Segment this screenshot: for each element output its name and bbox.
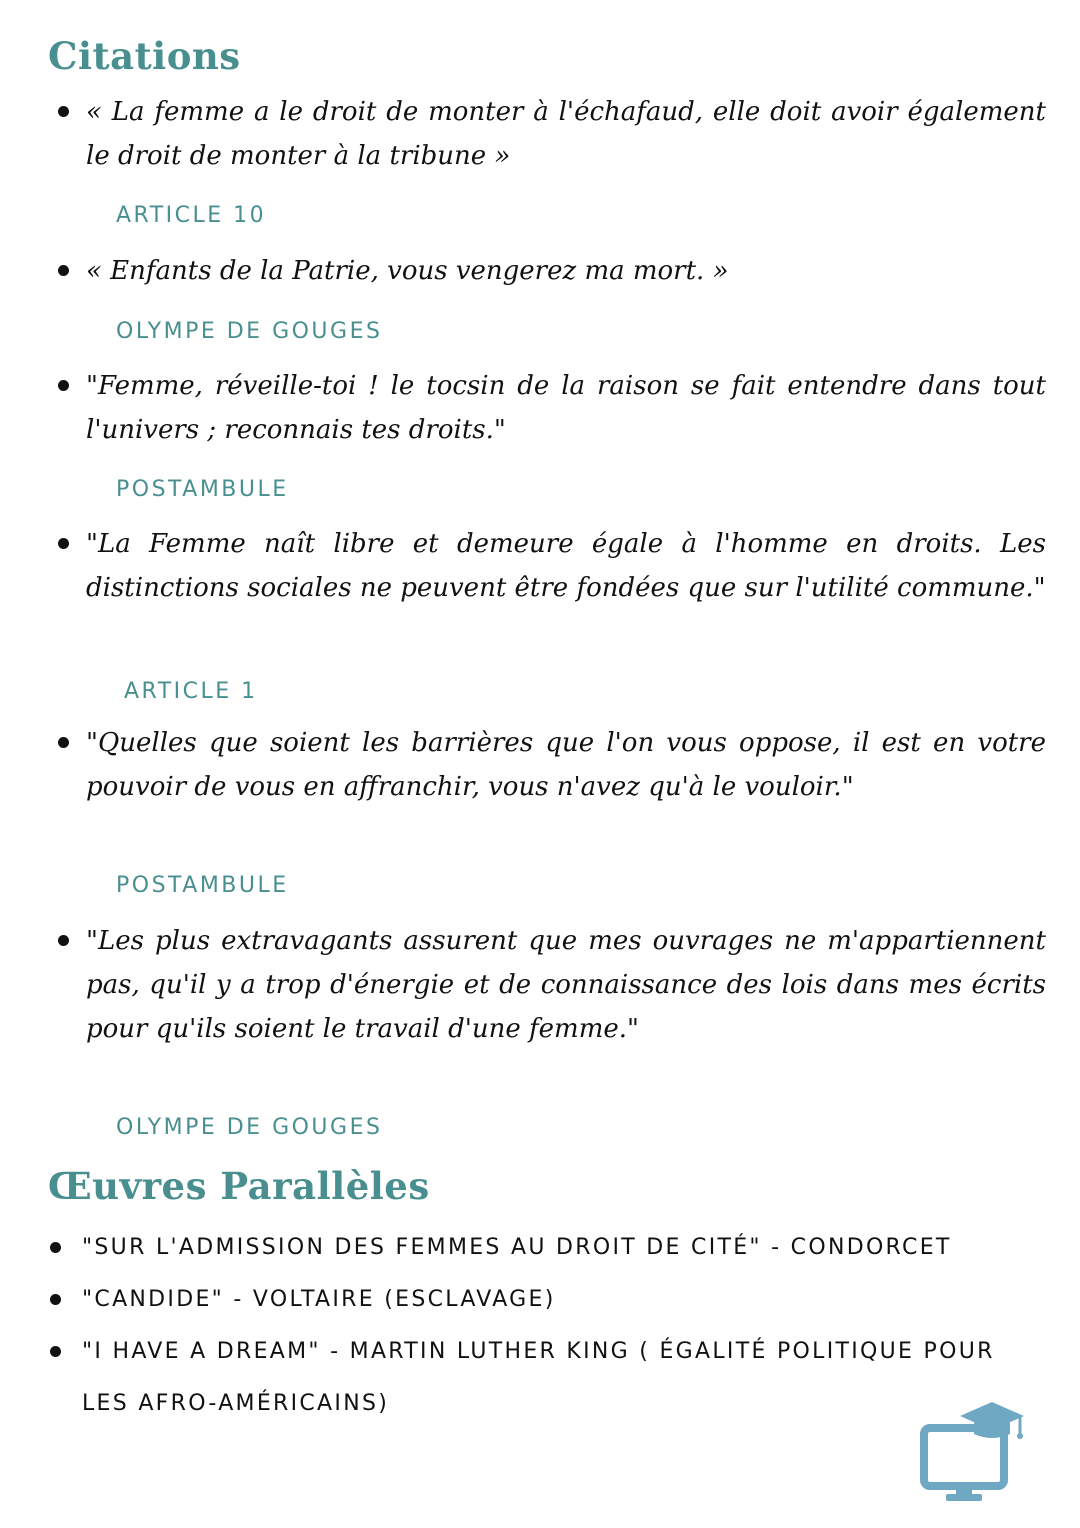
citation-text: « La femme a le droit de monter à l'échafaud, elle doit avoir également le droit de monter à la tribune » bbox=[86, 97, 1046, 171]
bullet-icon bbox=[50, 1294, 61, 1305]
bullet-icon bbox=[58, 935, 69, 946]
citation-text: "La Femme naît libre et demeure égale à l'homme en droits. Les distinctions sociales ne peuvent être fondées que sur l'utilité commune." bbox=[86, 529, 1046, 603]
bullet-icon bbox=[58, 265, 69, 276]
bullet-icon bbox=[50, 1346, 61, 1357]
oeuvre-text: "SUR L'ADMISSION DES FEMMES AU DROIT DE CITÉ" - CONDORCET bbox=[82, 1235, 952, 1260]
citation-text: "Quelles que soient les barrières que l'on vous oppose, il est en votre pouvoir de vous en affranchir, vous n'avez qu'à le vouloir." bbox=[86, 728, 1046, 802]
citation-source: OLYMPE DE GOUGES bbox=[116, 319, 383, 344]
citations-heading: Citations bbox=[48, 34, 241, 78]
oeuvre-text: "I HAVE A DREAM" - MARTIN LUTHER KING ( ÉGALITÉ POLITIQUE POUR LES AFRO-AMÉRICAINS) bbox=[82, 1339, 995, 1416]
citation-text: « Enfants de la Patrie, vous vengerez ma mort. » bbox=[86, 256, 729, 286]
citation-text: "Femme, réveille-toi ! le tocsin de la raison se fait entendre dans tout l'univers ; reconnais tes droits." bbox=[86, 371, 1046, 445]
citation-source: ARTICLE 10 bbox=[116, 203, 267, 228]
citation-text: "Les plus extravagants assurent que mes ouvrages ne m'appartiennent pas, qu'il y a trop d'énergie et de connaissance des lois dans mes écrits pour qu'ils soient le travail d'une femme." bbox=[86, 926, 1046, 1044]
bullet-icon bbox=[50, 1242, 61, 1253]
citation-source: POSTAMBULE bbox=[116, 873, 289, 898]
bullet-icon bbox=[58, 538, 69, 549]
citation-source: ARTICLE 1 bbox=[124, 679, 258, 704]
computer-graduation-cap-icon bbox=[916, 1400, 1028, 1504]
oeuvre-text: "CANDIDE" - VOLTAIRE (ESCLAVAGE) bbox=[82, 1287, 556, 1312]
bullet-icon bbox=[58, 737, 69, 748]
oeuvres-paralleles-heading: Œuvres Parallèles bbox=[48, 1164, 430, 1208]
bullet-icon bbox=[58, 380, 69, 391]
citation-source: OLYMPE DE GOUGES bbox=[116, 1115, 383, 1140]
citation-source: POSTAMBULE bbox=[116, 477, 289, 502]
bullet-icon bbox=[58, 106, 69, 117]
